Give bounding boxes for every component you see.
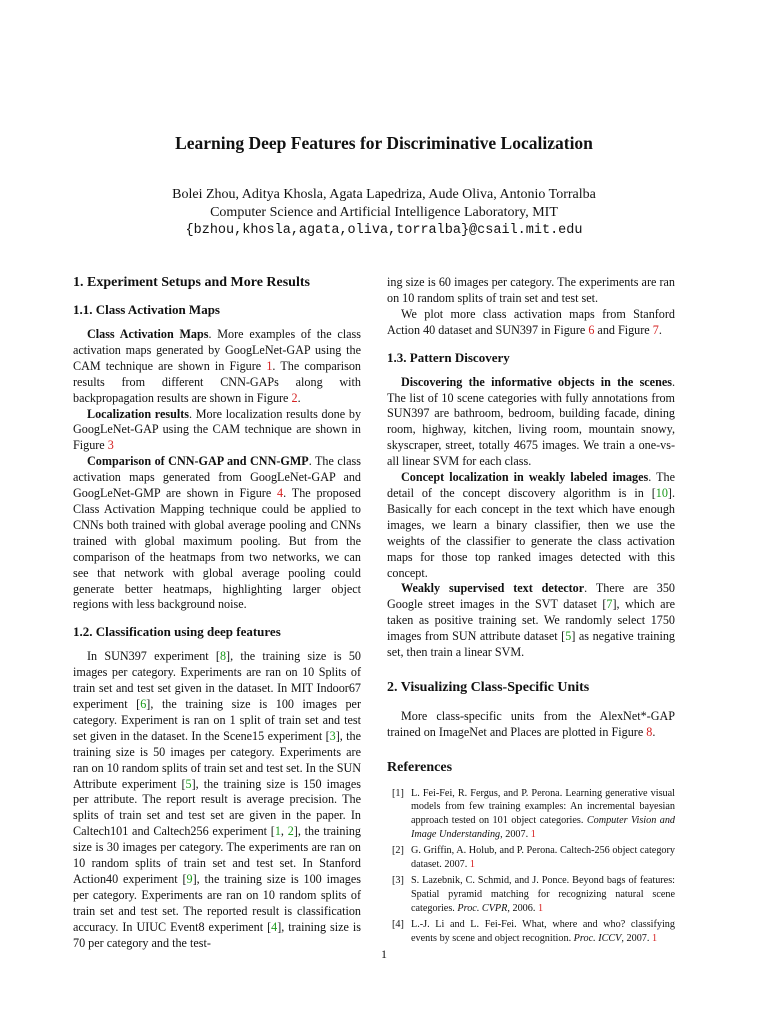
body-text: ], the training size is 30 images per category. The experiments are ran on 10 random splits of train set and test set. In Stanford Action40 experiment [ — [73, 824, 361, 886]
reference-item — [387, 844, 675, 871]
reference-number: [3] — [392, 875, 404, 887]
reference-venue: Proc. ICCV — [573, 932, 622, 944]
run-in-heading: Class Activation Maps — [87, 327, 209, 341]
citation-ref[interactable]: 4 — [271, 919, 278, 934]
paragraph-informative-objects — [387, 375, 675, 470]
body-text: ], the training size is 100 images per category. Experiment is ran on 1 split of train set and test set given in the dataset. In the Scene15 experiment [ — [73, 697, 361, 743]
body-text: . The list of 10 scene categories with fully annotations from SUN397 are bathroom, bedroom, building facade, dining room, highway, kitchen, living room, mountain snowy, skyscraper, street, totally 4675 images. We train a one-vs-all linear SVM for each class. — [387, 374, 675, 469]
body-text: . The comparison results from different CNN-GAPs along with backpropagation results are shown in Figure — [73, 358, 362, 405]
reference-text: S. Lazebnik, C. Schmid, and J. Ponce. Beyond bags of features: Spatial pyramid matching for recognizing natural scene categories. — [411, 875, 675, 914]
reference-text: , 2006. — [507, 902, 538, 914]
citation-ref[interactable]: 5 — [565, 629, 572, 644]
body-text: , — [280, 824, 288, 839]
figure-ref[interactable]: 4 — [277, 486, 284, 501]
body-text: . More localization results done by GoogLeNet-GAP using the CAM technique are shown in Figure — [73, 406, 362, 453]
reference-list — [387, 787, 675, 946]
reference-number: [2] — [392, 845, 404, 857]
citation-ref[interactable]: 5 — [185, 776, 192, 791]
paragraph-gap-vs-gmp — [73, 454, 361, 613]
citation-ref[interactable]: 7 — [606, 597, 613, 612]
reference-text: , 2007. — [621, 932, 652, 944]
author-list: Bolei Zhou, Aditya Khosla, Agata Lapedriza, Aude Oliva, Antonio Torralba — [172, 187, 596, 202]
figure-ref[interactable]: 6 — [588, 322, 595, 337]
author-block — [0, 186, 768, 240]
reference-item — [387, 874, 675, 915]
body-text: ], training size is 70 per category and the test- — [73, 919, 361, 950]
citation-ref[interactable]: 9 — [186, 872, 193, 886]
body-text: ], the training size is 100 images per category. Experiments are ran on 10 random splits of train set and test set. The reported result is classification accuracy. In UIUC Event8 experiment [ — [73, 872, 361, 934]
run-in-heading: Discovering the informative objects in the scenes — [401, 374, 672, 389]
body-text: . The detail of the concept discovery algorithm is in [ — [387, 470, 675, 500]
body-text: ], the training size is 150 images per attribute. The report result is average precision. The splits of train set and test set are given in the paper. In Caltech101 and Caltech256 experiment [ — [73, 776, 361, 839]
paragraph-concept-localization — [387, 470, 675, 581]
reference-text: , 2007. — [500, 828, 531, 840]
reference-venue: Proc. CVPR — [457, 902, 508, 914]
paragraph-class-specific-units — [387, 709, 675, 741]
body-text: . — [658, 322, 662, 337]
figure-ref[interactable]: 2 — [291, 390, 298, 405]
citation-ref[interactable]: 2 — [287, 824, 294, 839]
body-text: ], the training size is 50 images per category. Experiments are ran on 10 random splits of train set and test set. In the SUN Attribute experiment [ — [73, 728, 361, 791]
reference-text: L.-J. Li and L. Fei-Fei. What, where and who? classifying events by scene and object recognition. — [411, 919, 675, 944]
paragraph-classification — [73, 649, 361, 951]
section-1-1-heading: 1.1. Class Activation Maps — [73, 302, 220, 317]
figure-ref[interactable]: 3 — [107, 438, 114, 453]
paper-title: Learning Deep Features for Discriminative Localization — [175, 133, 593, 153]
paragraph-localization-results — [73, 407, 361, 455]
body-text: . More examples of the class activation maps generated by GoogLeNet-GAP using the CAM technique are shown in Figure — [73, 327, 361, 373]
run-in-heading: Concept localization in weakly labeled images — [401, 470, 649, 485]
body-text: . — [652, 724, 656, 739]
page-number: 1 — [381, 947, 387, 961]
figure-ref[interactable]: 7 — [652, 322, 659, 337]
citation-ref[interactable]: 10 — [655, 485, 668, 500]
body-text: and Figure — [594, 322, 653, 337]
body-text: More class-specific units from the AlexNet*-GAP trained on ImageNet and Places are plotted in Figure — [387, 708, 675, 739]
run-in-heading: Comparison of CNN-GAP and CNN-GMP — [87, 454, 309, 469]
reference-venue: Computer Vision and Image Understanding — [411, 814, 676, 840]
back-reference[interactable]: 1 — [469, 858, 475, 870]
back-reference[interactable]: 1 — [651, 932, 658, 944]
paragraph-class-activation-maps — [73, 327, 361, 407]
paragraph-more-maps — [387, 307, 675, 339]
body-text: We plot more class activation maps from Stanford Action 40 dataset and SUN397 in Figure — [387, 306, 675, 337]
body-text: In SUN397 experiment [ — [87, 649, 220, 664]
citation-ref[interactable]: 1 — [274, 824, 281, 839]
left-column — [73, 274, 361, 952]
body-text: . — [297, 390, 301, 405]
run-in-heading: Weakly supervised text detector — [401, 581, 585, 596]
section-2-heading: 2. Visualizing Class-Specific Units — [387, 679, 590, 695]
body-text: . There are 350 Google street images in the SVT dataset [ — [387, 581, 675, 612]
references-heading: References — [387, 759, 453, 775]
figure-ref[interactable]: 1 — [266, 358, 273, 373]
body-text: . The proposed Class Activation Mapping technique could be applied to CNNs both trained with global average pooling and CNNs trained with global maximum pooling. But from the comparison of the heatmaps from two networks, we can see that network with global average pooling could generate better heatmaps, highlighting larger object regions with less background noise. — [73, 486, 361, 612]
figure-ref[interactable]: 8 — [646, 724, 653, 739]
affiliation: Computer Science and Artificial Intelligence Laboratory, MIT — [210, 205, 558, 220]
citation-ref[interactable]: 8 — [219, 649, 227, 664]
section-1-heading: 1. Experiment Setups and More Results — [73, 275, 310, 290]
body-text: ], which are taken as positive training set. We randomly select 1750 images from SUN attribute dataset [ — [387, 597, 675, 644]
body-text: ] as negative training set, then train a linear SVM. — [387, 629, 675, 660]
email-line: {bzhou,khosla,agata,oliva,torralba}@csail.mit.edu — [185, 223, 583, 238]
run-in-heading: Localization results — [87, 406, 189, 421]
paragraph-continued: ing size is 60 images per category. The experiments are ran on 10 random splits of train set and test set. — [387, 275, 675, 305]
paragraph-text-detector — [387, 581, 675, 661]
back-reference[interactable]: 1 — [537, 902, 544, 914]
reference-number: [1] — [392, 787, 404, 799]
reference-text: G. Griffin, A. Holub, and P. Perona. Caltech-256 object category dataset. 2007. — [411, 845, 675, 870]
body-text: ]. Basically for each concept in the text which have enough images, we learn a binary classifier, then we use the weights of the classifier to generate the class activation maps for those top ranked images detected with this concept. — [387, 485, 675, 580]
reference-text: L. Fei-Fei, R. Fergus, and P. Perona. Learning generative visual models from few training examples: An incremental bayesian approach tested on 101 object categories. — [411, 787, 675, 826]
body-text: ], the training size is 50 images per category. Experiments are ran on 10 Splits of train set and test set given in the dataset. In MIT Indoor67 experiment [ — [73, 649, 361, 712]
right-column — [387, 275, 675, 948]
section-1-3-heading: 1.3. Pattern Discovery — [387, 349, 510, 365]
body-text: . The class activation maps generated from GoogLeNet-GAP and GoogLeNet-GMP are shown in Figure — [73, 454, 361, 501]
back-reference[interactable]: 1 — [530, 828, 536, 840]
reference-item — [387, 787, 675, 841]
citation-ref[interactable]: 3 — [329, 728, 336, 743]
reference-number: [4] — [392, 919, 404, 931]
section-1-2-heading: 1.2. Classification using deep features — [73, 624, 281, 640]
citation-ref[interactable]: 6 — [140, 697, 147, 712]
reference-item — [387, 918, 675, 945]
